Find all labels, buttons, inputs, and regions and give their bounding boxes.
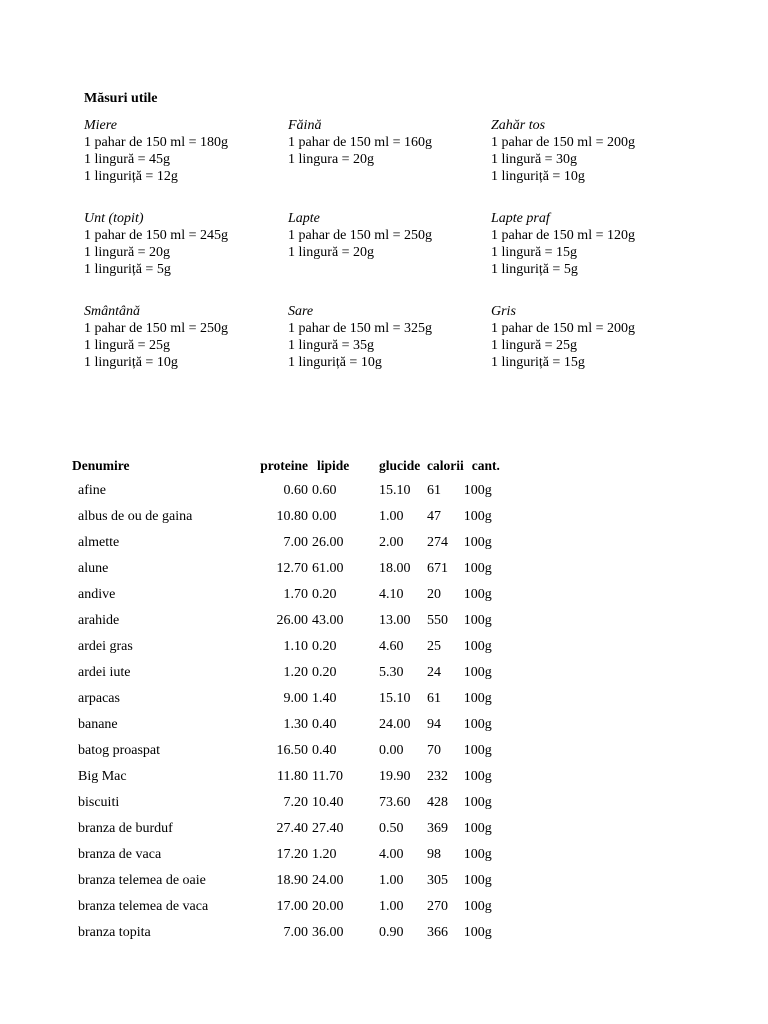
cell-lipide: 0.20: [312, 639, 337, 654]
cell-calorii: 270: [427, 899, 448, 914]
measure-name: Lapte: [288, 211, 320, 226]
table-row: [72, 634, 512, 660]
cell-calorii: 232: [427, 769, 448, 784]
cell-lipide: 36.00: [312, 925, 344, 940]
cell-lipide: 0.40: [312, 717, 337, 732]
measure-line: 1 linguriță = 15g: [491, 355, 585, 370]
cell-calorii: 366: [427, 925, 448, 940]
cell-cant: 100g: [463, 821, 492, 836]
cell-denumire: Big Mac: [78, 769, 127, 784]
nutrition-table: [72, 458, 512, 946]
table-row: [72, 920, 512, 946]
cell-calorii: 61: [427, 691, 441, 706]
cell-calorii: 550: [427, 613, 448, 628]
cell-proteine: 1.70: [283, 587, 308, 602]
header-proteine: proteine: [260, 458, 308, 473]
cell-glucide: 1.00: [379, 509, 404, 524]
cell-calorii: 25: [427, 639, 441, 654]
cell-glucide: 5.30: [379, 665, 404, 680]
cell-cant: 100g: [463, 899, 492, 914]
cell-cant: 100g: [463, 561, 492, 576]
cell-proteine: 1.10: [283, 639, 308, 654]
measure-line: 1 pahar de 150 ml = 160g: [288, 135, 432, 150]
measure-name: Gris: [491, 304, 516, 319]
cell-lipide: 27.40: [312, 821, 344, 836]
table-row: [72, 894, 512, 920]
measure-name: Miere: [84, 118, 117, 133]
cell-lipide: 0.20: [312, 665, 337, 680]
table-row: [72, 712, 512, 738]
measure-line: 1 linguriță = 5g: [84, 262, 171, 277]
cell-cant: 100g: [463, 795, 492, 810]
cell-calorii: 20: [427, 587, 441, 602]
table-row: [72, 478, 512, 504]
measure-name: Făină: [288, 118, 322, 133]
cell-denumire: almette: [78, 535, 120, 550]
cell-denumire: afine: [78, 483, 106, 498]
measure-line: 1 lingură = 35g: [288, 338, 375, 353]
cell-denumire: branza telemea de vaca: [78, 899, 209, 914]
cell-calorii: 94: [427, 717, 441, 732]
measure-line: 1 pahar de 150 ml = 250g: [84, 321, 228, 336]
cell-proteine: 27.40: [276, 821, 308, 836]
cell-cant: 100g: [463, 587, 492, 602]
cell-lipide: 0.00: [312, 509, 337, 524]
measure-line: 1 linguriță = 5g: [491, 262, 578, 277]
cell-denumire: arpacas: [78, 691, 120, 706]
table-row: [72, 816, 512, 842]
cell-cant: 100g: [463, 639, 492, 654]
cell-proteine: 1.30: [283, 717, 308, 732]
table-header: [72, 458, 512, 478]
measure-block-lapte: [288, 210, 488, 261]
cell-proteine: 18.90: [276, 873, 308, 888]
table-row: [72, 608, 512, 634]
cell-proteine: 10.80: [276, 509, 308, 524]
measure-block-miere: [84, 117, 284, 185]
cell-calorii: 671: [427, 561, 448, 576]
cell-proteine: 7.20: [283, 795, 308, 810]
table-row: [72, 686, 512, 712]
cell-lipide: 11.70: [312, 769, 343, 784]
measure-block-lapte-praf: [491, 210, 691, 278]
cell-calorii: 70: [427, 743, 441, 758]
cell-proteine: 17.00: [276, 899, 308, 914]
cell-lipide: 0.40: [312, 743, 337, 758]
measure-line: 1 pahar de 150 ml = 250g: [288, 228, 432, 243]
measure-block-zahar-tos: [491, 117, 691, 185]
cell-cant: 100g: [463, 509, 492, 524]
cell-proteine: 16.50: [276, 743, 308, 758]
cell-lipide: 20.00: [312, 899, 344, 914]
measure-line: 1 lingură = 15g: [491, 245, 578, 260]
measure-block-faina: [288, 117, 488, 168]
cell-denumire: branza de vaca: [78, 847, 162, 862]
cell-calorii: 98: [427, 847, 441, 862]
cell-denumire: andive: [78, 587, 116, 602]
measure-line: 1 pahar de 150 ml = 180g: [84, 135, 228, 150]
measure-block-smantana: [84, 303, 284, 371]
cell-denumire: banane: [78, 717, 118, 732]
header-cant: cant.: [471, 458, 500, 473]
cell-proteine: 7.00: [283, 535, 308, 550]
cell-proteine: 11.80: [277, 769, 308, 784]
cell-cant: 100g: [463, 483, 492, 498]
measure-name: Lapte praf: [491, 211, 550, 226]
measure-line: 1 linguriță = 10g: [84, 355, 178, 370]
table-row: [72, 582, 512, 608]
cell-denumire: batog proaspat: [78, 743, 161, 758]
cell-glucide: 73.60: [379, 795, 411, 810]
measure-name: Sare: [288, 304, 314, 319]
cell-glucide: 15.10: [379, 691, 411, 706]
cell-glucide: 0.90: [379, 925, 404, 940]
cell-glucide: 1.00: [379, 873, 404, 888]
cell-lipide: 0.60: [312, 483, 337, 498]
measure-line: 1 pahar de 150 ml = 245g: [84, 228, 228, 243]
header-denumire: Denumire: [72, 458, 130, 473]
cell-denumire: arahide: [78, 613, 120, 628]
cell-calorii: 428: [427, 795, 448, 810]
cell-lipide: 26.00: [312, 535, 344, 550]
cell-cant: 100g: [463, 535, 492, 550]
measure-block-unt: [84, 210, 284, 278]
measure-line: 1 lingură = 30g: [491, 152, 578, 167]
measure-block-sare: [288, 303, 488, 371]
cell-proteine: 0.60: [283, 483, 308, 498]
measure-line: 1 lingură = 25g: [491, 338, 578, 353]
cell-lipide: 24.00: [312, 873, 344, 888]
header-lipide: lipide: [317, 458, 350, 473]
measure-line: 1 lingură = 20g: [84, 245, 171, 260]
cell-glucide: 13.00: [379, 613, 411, 628]
table-row: [72, 738, 512, 764]
cell-denumire: ardei gras: [78, 639, 133, 654]
table-row: [72, 764, 512, 790]
cell-lipide: 61.00: [312, 561, 344, 576]
cell-denumire: albus de ou de gaina: [78, 509, 193, 524]
cell-lipide: 43.00: [312, 613, 344, 628]
measure-name: Unt (topit): [84, 211, 144, 226]
cell-calorii: 61: [427, 483, 441, 498]
measure-line: 1 pahar de 150 ml = 120g: [491, 228, 635, 243]
cell-proteine: 12.70: [276, 561, 308, 576]
table-body: [72, 478, 512, 946]
cell-cant: 100g: [463, 847, 492, 862]
cell-proteine: 7.00: [283, 925, 308, 940]
cell-cant: 100g: [463, 691, 492, 706]
measure-line: 1 lingura = 20g: [288, 152, 375, 167]
measure-line: 1 linguriță = 10g: [491, 169, 585, 184]
cell-calorii: 24: [427, 665, 441, 680]
page-title: Măsuri utile: [84, 91, 158, 106]
measure-name: Smântână: [84, 304, 140, 319]
table-row: [72, 504, 512, 530]
cell-denumire: branza de burduf: [78, 821, 173, 836]
cell-glucide: 24.00: [379, 717, 411, 732]
cell-glucide: 4.60: [379, 639, 404, 654]
cell-calorii: 369: [427, 821, 448, 836]
cell-cant: 100g: [463, 925, 492, 940]
cell-lipide: 1.40: [312, 691, 337, 706]
measure-name: Zahăr tos: [491, 118, 546, 133]
cell-denumire: branza topita: [78, 925, 151, 940]
cell-glucide: 1.00: [379, 899, 404, 914]
measure-line: 1 lingură = 25g: [84, 338, 171, 353]
cell-cant: 100g: [463, 743, 492, 758]
table-row: [72, 530, 512, 556]
cell-denumire: ardei iute: [78, 665, 131, 680]
header-calorii: calorii: [427, 458, 464, 473]
cell-cant: 100g: [463, 665, 492, 680]
cell-glucide: 15.10: [379, 483, 411, 498]
cell-lipide: 10.40: [312, 795, 344, 810]
measure-block-gris: [491, 303, 691, 371]
cell-lipide: 1.20: [312, 847, 337, 862]
cell-cant: 100g: [463, 769, 492, 784]
cell-proteine: 17.20: [276, 847, 308, 862]
table-header-row: [72, 458, 512, 478]
cell-proteine: 1.20: [283, 665, 308, 680]
cell-calorii: 47: [427, 509, 441, 524]
cell-cant: 100g: [463, 873, 492, 888]
table-row: [72, 868, 512, 894]
measure-line: 1 pahar de 150 ml = 200g: [491, 135, 635, 150]
cell-glucide: 19.90: [379, 769, 411, 784]
cell-lipide: 0.20: [312, 587, 337, 602]
cell-proteine: 26.00: [276, 613, 308, 628]
cell-cant: 100g: [463, 717, 492, 732]
cell-glucide: 0.50: [379, 821, 404, 836]
cell-glucide: 18.00: [379, 561, 411, 576]
cell-denumire: alune: [78, 561, 109, 576]
table-row: [72, 660, 512, 686]
measure-line: 1 linguriță = 10g: [288, 355, 382, 370]
cell-glucide: 0.00: [379, 743, 404, 758]
measure-line: 1 pahar de 150 ml = 200g: [491, 321, 635, 336]
cell-denumire: branza telemea de oaie: [78, 873, 206, 888]
measure-line: 1 linguriță = 12g: [84, 169, 178, 184]
table-row: [72, 842, 512, 868]
header-glucide: glucide: [379, 458, 421, 473]
cell-denumire: biscuiti: [78, 795, 120, 810]
measure-line: 1 lingură = 45g: [84, 152, 171, 167]
table-row: [72, 556, 512, 582]
cell-glucide: 4.00: [379, 847, 404, 862]
cell-proteine: 9.00: [283, 691, 308, 706]
cell-calorii: 305: [427, 873, 448, 888]
cell-calorii: 274: [427, 535, 448, 550]
cell-glucide: 2.00: [379, 535, 404, 550]
measure-line: 1 pahar de 150 ml = 325g: [288, 321, 432, 336]
measure-line: 1 lingură = 20g: [288, 245, 375, 260]
cell-glucide: 4.10: [379, 587, 404, 602]
table-row: [72, 790, 512, 816]
cell-cant: 100g: [463, 613, 492, 628]
